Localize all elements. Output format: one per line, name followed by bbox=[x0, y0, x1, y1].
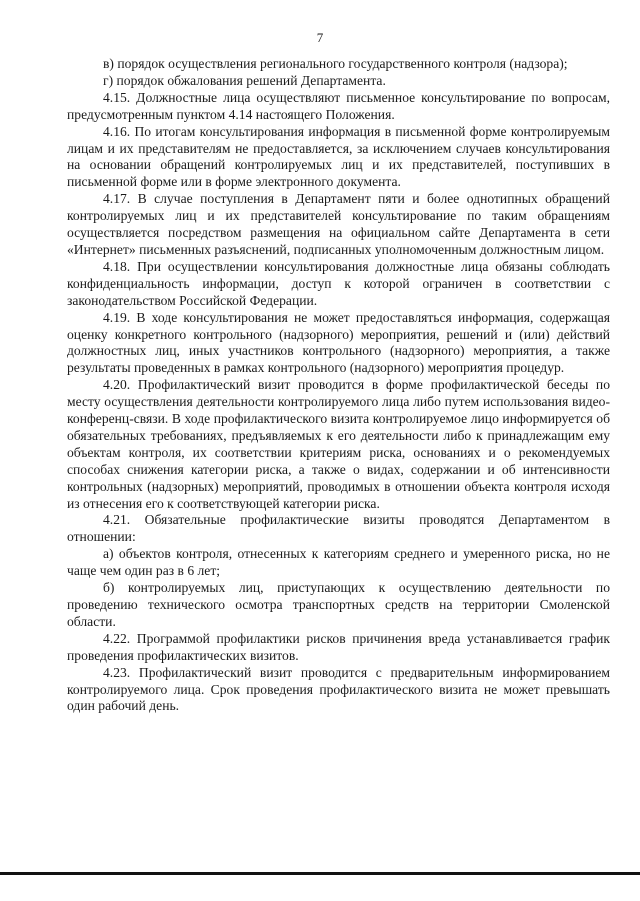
paragraph-4-18: 4.18. При осуществлении консультирования должностные лица обязаны соблюдать конфиденциальность информации, доступ к которой ограничен в соответствии с законодательством Российской Федерации. bbox=[67, 258, 610, 308]
page-number: 7 bbox=[316, 30, 324, 45]
paragraph-4-23: 4.23. Профилактический визит проводится с предварительным информированием контролируемого лица. Срок проведения профилактического визита не может превышать один рабочий день. bbox=[67, 664, 610, 714]
paragraph-4-21-a: а) объектов контроля, отнесенных к категориям среднего и умеренного риска, но не чаще чем один раз в 6 лет; bbox=[67, 546, 610, 579]
paragraph-4-17: 4.17. В случае поступления в Департамент пяти и более однотипных обращений контролируемых лиц и их представителей консультирование по таким обращениям осуществляется посредством размещения на официальном сайте Департамента в сети «Интернет» письменных разъяснений, подписанных уполномоченным должностным лицом. bbox=[67, 191, 610, 257]
paragraph-item-v: в) порядок осуществления регионального государственного контроля (надзора); bbox=[103, 56, 568, 71]
document-body bbox=[67, 56, 610, 715]
paragraph-4-16: 4.16. По итогам консультирования информация в письменной форме контролируемым лицам и их представителям не предоставляется, за исключением случаев консультирования на основании обращений контролируемых лиц и их представителей, поступивших в письменной форме или в форме электронного документа. bbox=[67, 123, 610, 190]
bottom-rule bbox=[0, 872, 640, 875]
paragraph-4-20: 4.20. Профилактический визит проводится в форме профилактической беседы по месту осуществления деятельности контролируемого лица либо путем использования видео-конференц-связи. В ходе профилактического визита контролируемое лицо информируется об обязательных требованиях, предъявляемых к его деятельности либо к принадлежащим ему объектам контроля, их соответствии критериям риска, основаниях и о рекомендуемых способах снижения категории риска, а также о видах, содержании и об интенсивности контрольных (надзорных) мероприятий, проводимых в отношении объекта контроля исходя из отнесения его к соответствующей категории риска. bbox=[67, 377, 610, 511]
paragraph-4-21-b: б) контролируемых лиц, приступающих к осуществлению деятельности по проведению технического осмотра транспортных средств на территории Смоленской области. bbox=[67, 580, 610, 629]
paragraph-4-15: 4.15. Должностные лица осуществляют письменное консультирование по вопросам, предусмотренным пунктом 4.14 настоящего Положения. bbox=[67, 89, 610, 122]
paragraph-4-19: 4.19. В ходе консультирования не может предоставляться информация, содержащая оценку конкретного контрольного (надзорного) мероприятия, решений и (или) действий должностных лиц, иных участников контрольного (надзорного) мероприятия, а также результаты проведенных в рамках контрольного (надзорного) мероприятия процедур. bbox=[67, 309, 610, 376]
paragraph-4-21: 4.21. Обязательные профилактические визиты проводятся Департаментом в отношении: bbox=[67, 512, 610, 545]
paragraph-item-g: г) порядок обжалования решений Департамента. bbox=[103, 72, 386, 88]
paragraph-4-22: 4.22. Программой профилактики рисков причинения вреда устанавливается график проведения профилактических визитов. bbox=[67, 630, 610, 663]
